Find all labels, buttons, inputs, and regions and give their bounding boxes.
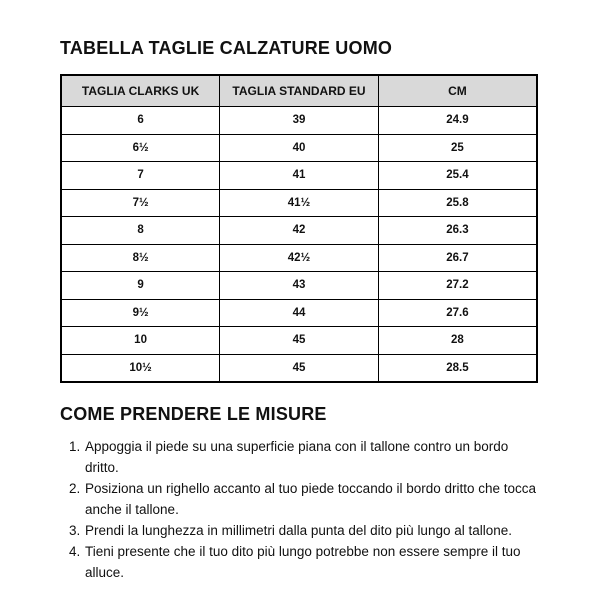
size-table-cell: 9½ [61, 299, 220, 327]
size-table-cell: 7½ [61, 189, 220, 217]
size-table-column-header: CM [378, 75, 537, 107]
size-table-cell: 10 [61, 327, 220, 355]
size-table-row [61, 189, 537, 217]
size-table-row [61, 134, 537, 162]
size-table-cell: 39 [220, 107, 379, 135]
size-table-cell: 45 [220, 327, 379, 355]
size-table-cell: 8½ [61, 244, 220, 272]
size-table-cell: 41½ [220, 189, 379, 217]
size-table-body [61, 107, 537, 383]
size-table-cell: 27.6 [378, 299, 537, 327]
measure-instructions-list [60, 437, 540, 583]
size-table-cell: 42½ [220, 244, 379, 272]
size-table-row [61, 299, 537, 327]
size-table-cell: 40 [220, 134, 379, 162]
instruction-item: 4. Tieni presente che il tuo dito più lungo potrebbe non essere sempre il tuo alluce. [84, 542, 540, 584]
size-table-row [61, 244, 537, 272]
size-table-column-header: TAGLIA CLARKS UK [61, 75, 220, 107]
size-table-cell: 28 [378, 327, 537, 355]
size-table-head [61, 75, 537, 107]
size-table-cell: 6½ [61, 134, 220, 162]
size-table-cell: 41 [220, 162, 379, 190]
size-table-cell: 28.5 [378, 354, 537, 382]
size-table [60, 74, 538, 383]
instruction-item: 2. Posiziona un righello accanto al tuo piede toccando il bordo dritto che tocca anche il tallone. [84, 479, 540, 521]
size-table-cell: 44 [220, 299, 379, 327]
size-table-row [61, 107, 537, 135]
size-table-cell: 9 [61, 272, 220, 300]
size-table-cell: 45 [220, 354, 379, 382]
size-table-cell: 8 [61, 217, 220, 245]
size-table-cell: 25.4 [378, 162, 537, 190]
instruction-item: 3. Prendi la lunghezza in millimetri dalla punta del dito più lungo al tallone. [84, 521, 540, 542]
size-table-column-header: TAGLIA STANDARD EU [220, 75, 379, 107]
size-table-cell: 42 [220, 217, 379, 245]
size-table-row [61, 327, 537, 355]
size-table-cell: 24.9 [378, 107, 537, 135]
size-table-cell: 7 [61, 162, 220, 190]
size-table-cell: 27.2 [378, 272, 537, 300]
size-table-row [61, 354, 537, 382]
size-table-cell: 25.8 [378, 189, 537, 217]
section-heading: COME PRENDERE LE MISURE [60, 404, 327, 424]
instruction-item: 1. Appoggia il piede su una superficie piana con il tallone contro un bordo dritto. [84, 437, 540, 479]
size-table-cell: 6 [61, 107, 220, 135]
size-table-cell: 26.7 [378, 244, 537, 272]
size-table-cell: 25 [378, 134, 537, 162]
page-title: TABELLA TAGLIE CALZATURE UOMO [60, 38, 393, 58]
size-table-row [61, 217, 537, 245]
size-table-row [61, 162, 537, 190]
size-table-cell: 10½ [61, 354, 220, 382]
size-table-cell: 43 [220, 272, 379, 300]
size-table-row [61, 272, 537, 300]
size-table-cell: 26.3 [378, 217, 537, 245]
size-table-header-row [61, 75, 537, 107]
